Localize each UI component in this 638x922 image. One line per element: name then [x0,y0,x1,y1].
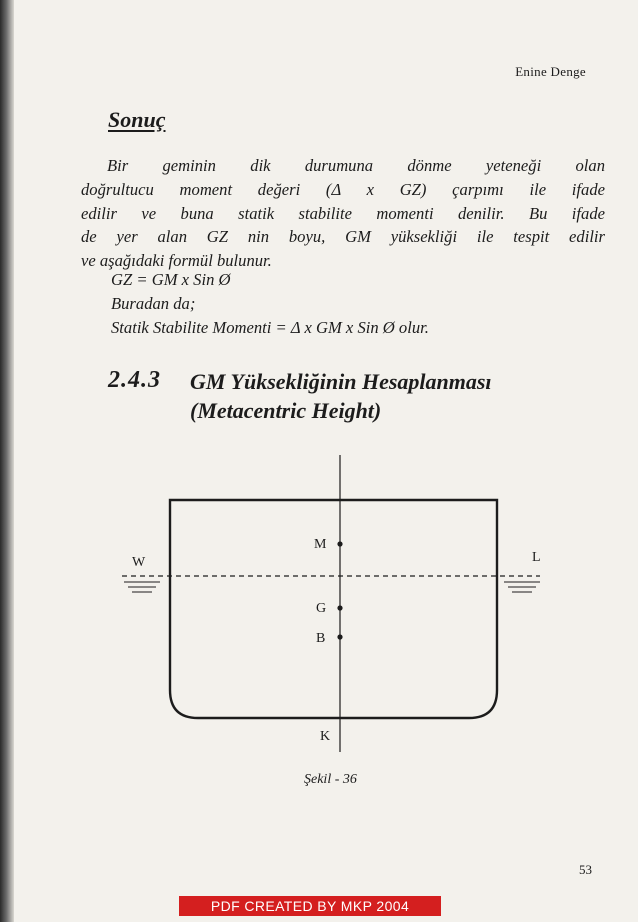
paragraph-line: doğrultucu moment değeri (Δ x GZ) çarpımı ile ifade [81,179,605,199]
hull-outline [170,500,497,718]
point-m [337,541,342,546]
water-symbol-right [504,582,540,592]
subsection-title-line: (Metacentric Height) [190,398,382,423]
label-l: L [532,550,541,565]
paragraph-line: ve aşağıdaki formül bulunur. [81,251,272,271]
figure-caption: Şekil - 36 [304,772,357,787]
label-b: B [316,631,326,646]
formula-statik-moment: Statik Stabilite Momenti = Δ x GM x Sin Ø olur. [111,318,429,337]
paragraph-line: de yer alan GZ nin boyu, GM yüksekliği ile tespit edilir [81,227,605,247]
running-header: Enine Denge [515,64,586,79]
subsection-title-line: GM Yüksekliğinin Hesaplanması [190,369,492,394]
label-w: W [132,555,146,570]
label-m: M [314,537,327,552]
formula-intro: Buradan da; [111,294,196,313]
paragraph-line: edilir ve buna statik stabilite momenti denilir. Bu ifade [81,203,605,223]
label-g: G [316,601,327,616]
point-g [337,605,342,610]
page-number: 53 [579,862,592,877]
label-k: K [320,729,331,744]
paragraph-line: Bir geminin dik durumuna dönme yeteneği olan [107,156,605,175]
water-symbol-left [124,582,160,592]
subsection-number: 2.4.3 [108,367,161,393]
formula-gz: GZ = GM x Sin Ø [111,270,231,289]
pdf-creator-banner: PDF CREATED BY MKP 2004 [179,896,441,916]
section-heading: Sonuç [108,107,166,132]
point-b [337,634,342,639]
